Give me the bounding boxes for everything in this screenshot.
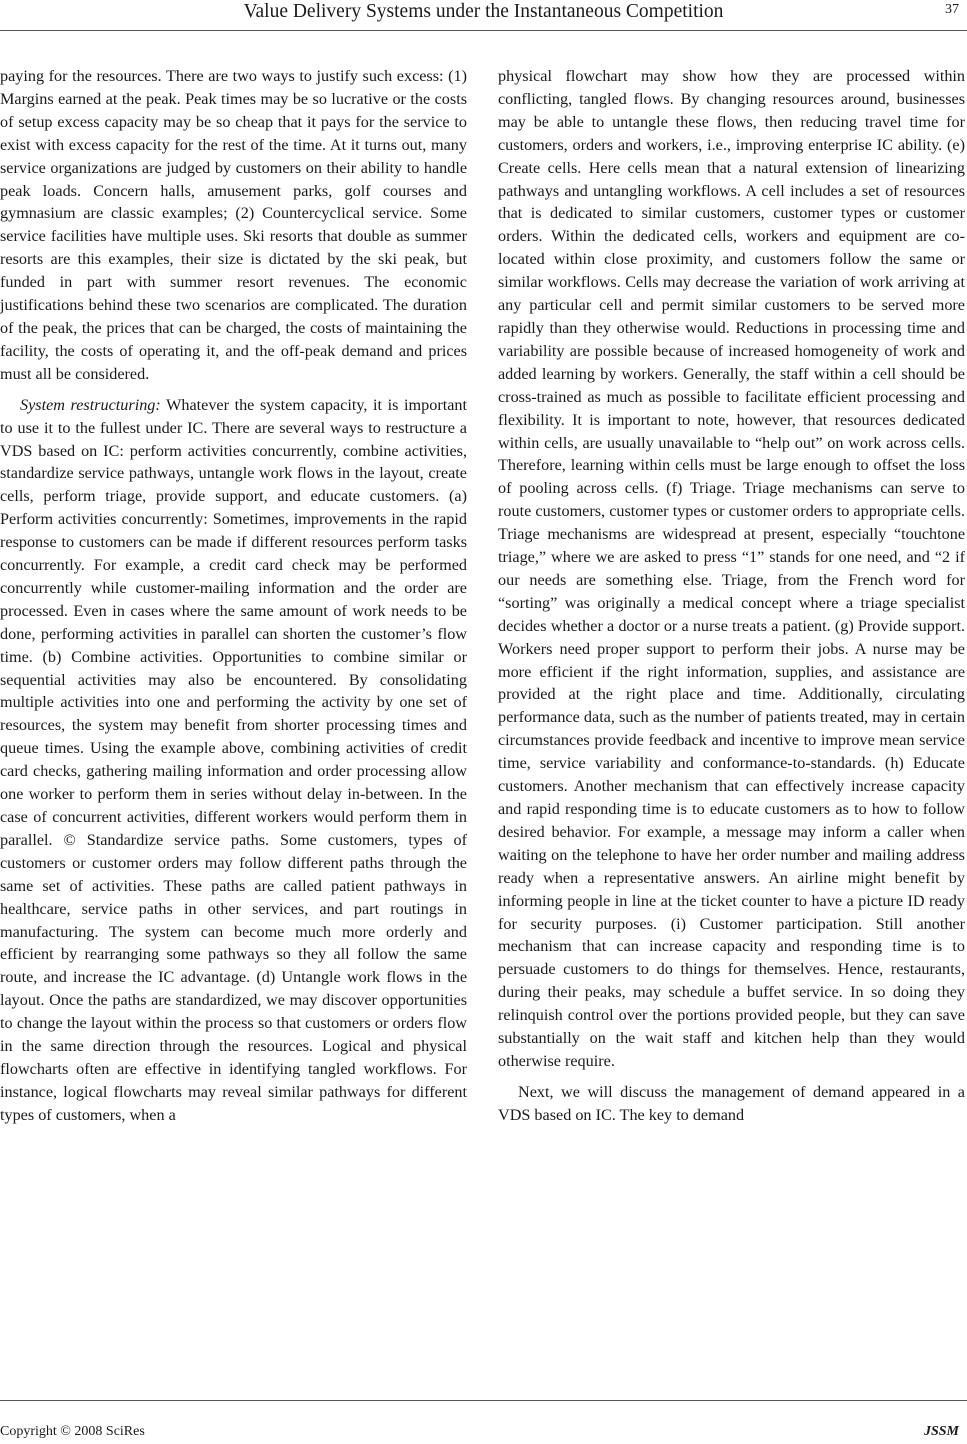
- journal-abbreviation: JSSM: [923, 1424, 959, 1439]
- paragraph: [0, 394, 467, 1127]
- paragraph-body: Whatever the system capacity, it is important to use it to the fullest under IC. There are several ways to restructure a VDS based on IC: perform activities concurrently, combine activities, standardize service pathways, untangle work flows in the layout, create cells, perform triage, provide support, and educate customers. (a) Perform activities concurrently: Sometimes, improvements in the rapid response to customers can be made if different resources perform tasks concurrently. For example, a credit card check may be performed concurrently while customer-mailing information and the order are processed. Even in cases where the same amount of work needs to be done, performing activities in parallel can shorten the customer’s flow time. (b) Combine activities. Opportunities to combine similar or sequential activities may also be encountered. By consolidating multiple activities into one and performing the activity by one set of resources, the system may benefit from shorter processing times and queue times. Using the example above, combining activities of credit card checks, gathering mailing information and order processing allow one worker to perform them in series without delay in-between. In the case of concurrent activities, different workers would perform them in parallel. © Standardize service paths. Some customers, types of customers or customer orders may follow different paths through the same set of activities. These paths are called patient pathways in healthcare, service paths in other services, and part routings in manufacturing. The system can become much more orderly and efficient by rearranging some pathways so they all follow the same route, and increase the IC advantage. (d) Untangle work flows in the layout. Once the paths are standardized, we may discover opportunities to change the layout within the process so that customers or orders flow in the same direction through the resources. Logical and physical flowcharts often are effective in identifying tangled workflows. For instance, logical flowcharts may reveal similar pathways for different types of customers, when a: [0, 395, 467, 1124]
- page-number: 37: [945, 2, 959, 17]
- paragraph-lead-in: System restructuring:: [20, 395, 161, 414]
- left-column: [0, 65, 467, 1127]
- right-column: [498, 65, 965, 1127]
- paragraph: physical flowchart may show how they are processed within conflicting, tangled flows. By changing resources around, businesses may be able to untangle these flows, then reducing travel time for customers, orders and workers, i.e., improving enterprise IC ability. (e) Create cells. Here cells mean that a natural extension of linearizing pathways and untangling workflows. A cell includes a set of resources that is dedicated to similar customers, customer types or customer orders. Within the dedicated cells, workers and equipment are co-located within close proximity, and customers follow the same or similar workflows. Cells may decrease the variation of work arriving at any particular cell and permit similar customers to be served more rapidly than they otherwise would. Reductions in processing time and variability are possible because of increased homogeneity of work and added learning by workers. Generally, the staff within a cell should be cross-trained as much as possible to facilitate efficient processing and flexibility. It is important to note, however, that resources dedicated within cells, are usually unavailable to “help out” on work across cells. Therefore, learning within cells must be large enough to offset the loss of pooling across cells. (f) Triage. Triage mechanisms can serve to route customers, customer types or customer orders to appropriate cells. Triage mechanisms are widespread at present, especially “touchtone triage,” where we are asked to press “1” stands for one need, and “2 if our needs are something else. Triage, from the French word for “sorting” was originally a medical concept where a triage specialist decides whether a doctor or a nurse treats a patient. (g) Provide support. Workers need proper support to perform their jobs. A nurse may be more efficient if the right information, supplies, and assistance are provided at the right place and time. Additionally, circulating performance data, such as the number of patients treated, may in certain circumstances provide feedback and incentive to improve mean service time, service variability and conformance-to-standards. (h) Educate customers. Another mechanism that can effectively increase capacity and rapid responding time is to educate customers as to how to follow desired behavior. For example, a message may inform a caller when waiting on the telephone to have her order number and mailing address ready when a representative answers. An airline might benefit by informing people in line at the ticket counter to have a picture ID ready for security purposes. (i) Customer participation. Still another mechanism that can increase capacity and responding time is to persuade customers to do things for themselves. Hence, restaurants, during their peaks, may schedule a buffet service. In so doing they relinquish control over the portions provided people, but they can save substantially on the wait staff and kitchen help than they would otherwise require.: [498, 67, 965, 1070]
- paragraph: Next, we will discuss the management of demand appeared in a VDS based on IC. The key to demand: [498, 1082, 965, 1124]
- copyright-notice: Copyright © 2008 SciRes: [0, 1424, 145, 1439]
- page-footer: [0, 1400, 967, 1444]
- paragraph: paying for the resources. There are two ways to justify such excess: (1) Margins earned at the peak. Peak times may be so lucrative or the costs of setup excess capacity may be so cheap that it pays for the service to exist with excess capacity for the rest of the time. At it turns out, many service organizations are judged by customers on their ability to handle peak loads. Concern halls, amusement parks, golf courses and gymnasium are classic examples; (2) Countercyclical service. Some service facilities have multiple uses. Ski resorts that double as summer resorts are this examples, their size is dictated by the ski peak, but funded in part with summer resort revenues. The economic justifications behind these two scenarios are complicated. The duration of the peak, the prices that can be charged, the costs of maintaining the facility, the costs of operating it, and the off-peak demand and prices must all be considered.: [0, 67, 467, 383]
- running-title: Value Delivery Systems under the Instantaneous Competition: [243, 1, 724, 22]
- page-header: [0, 0, 967, 31]
